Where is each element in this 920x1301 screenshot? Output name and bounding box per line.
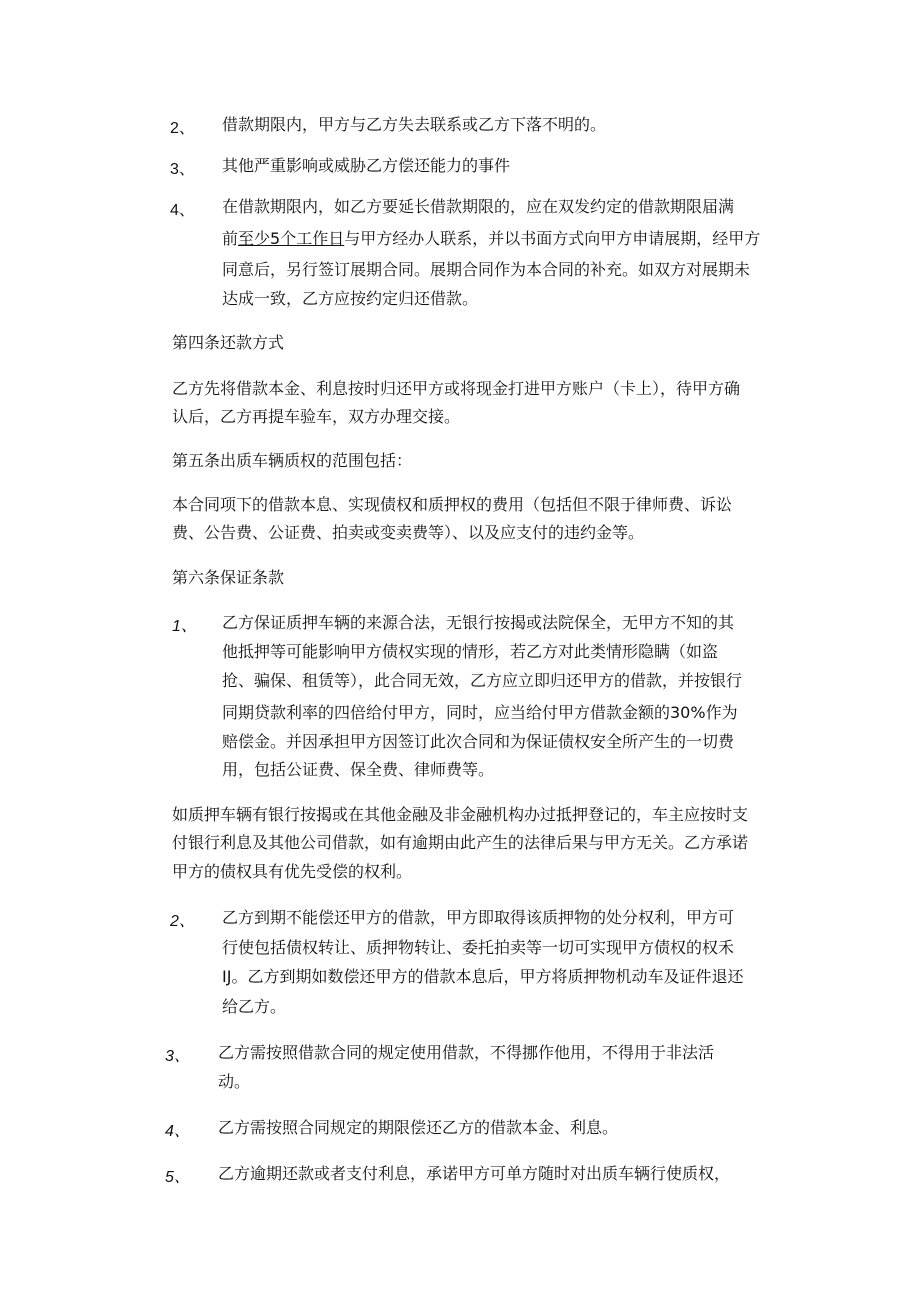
section-heading: 第四条还款方式 bbox=[172, 333, 285, 352]
list-item-number: 1、 bbox=[172, 618, 197, 635]
list-item-text: 乙方需按照合同规定的期限偿还乙方的借款本金、利息。 bbox=[218, 1118, 619, 1137]
list-item-text: 行使包括债权转让、质押物转让、委托拍卖等一切可实现甲方债权的权禾 bbox=[222, 938, 735, 957]
paragraph-line: 如质押车辆有银行按揭或在其他金融及非金融机构办过抵押登记的，车主应按时支 bbox=[172, 805, 749, 824]
underlined-term: 至少5个工作日 bbox=[238, 229, 345, 248]
list-item-text: 给乙方。 bbox=[222, 997, 287, 1016]
list-item-text: 乙方保证质押车辆的来源合法，无银行按揭或法院保全，无甲方不知的其 bbox=[222, 613, 735, 632]
list-item-text: 其他严重影响或威胁乙方偿还能力的事件 bbox=[222, 156, 511, 175]
list-item-number: 3、 bbox=[165, 1048, 190, 1065]
paragraph-line: 费、公告费、公证费、拍卖或变卖费等）、以及应支付的违约金等。 bbox=[172, 523, 645, 542]
list-item-number: 5、 bbox=[165, 1169, 190, 1186]
list-item-text: 同期贷款利率的四倍给付甲方，同时，应当给付甲方借款金额的30%作为 bbox=[222, 703, 738, 722]
list-item-text: 同意后，另行签订展期合同。展期合同作为本合同的补充。如双方对展期未 bbox=[222, 260, 751, 279]
list-item-text: IJ。乙方到期如数偿还甲方的借款本息后，甲方将质押物机动车及证件退还 bbox=[222, 967, 744, 986]
list-item-text: 达成一致，乙方应按约定归还借款。 bbox=[222, 289, 479, 308]
list-item-text: 他抵押等可能影响甲方债权实现的情形，若乙方对此类情形隐瞒（如盗 bbox=[222, 642, 719, 661]
list-item-text: 借款期限内，甲方与乙方失去联系或乙方下落不明的。 bbox=[222, 115, 607, 134]
list-item-number: 2、 bbox=[170, 913, 195, 930]
list-item-text: 赔偿金。并因承担甲方因签订此次合同和为保证债权安全所产生的一切费 bbox=[222, 732, 735, 751]
list-item-text: 乙方需按照借款合同的规定使用借款，不得挪作他用，不得用于非法活 bbox=[218, 1043, 715, 1062]
paragraph-line: 甲方的债权具有优先受偿的权利。 bbox=[172, 862, 413, 881]
list-item-text: 抢、骗保、租赁等），此合同无效，乙方应立即归还甲方的借款，并按银行 bbox=[222, 671, 743, 690]
list-item-number: 4、 bbox=[165, 1123, 190, 1140]
paragraph-line: 认后，乙方再提车验车，双方办理交接。 bbox=[172, 407, 461, 426]
list-item-text: 动。 bbox=[218, 1072, 251, 1091]
list-item-text: 乙方逾期还款或者支付利息，承诺甲方可单方随时对出质车辆行使质权， bbox=[218, 1164, 731, 1183]
paragraph-line: 付银行利息及其他公司借款，如有逾期由此产生的法律后果与甲方无关。乙方承诺 bbox=[172, 833, 749, 852]
list-item-number: 4、 bbox=[170, 202, 195, 219]
paragraph-line: 乙方先将借款本金、利息按时归还甲方或将现金打进甲方账户（卡上），待甲方确 bbox=[172, 379, 741, 398]
list-item-text: 乙方到期不能偿还甲方的借款，甲方即取得该质押物的处分权利，甲方可 bbox=[222, 908, 735, 927]
section-heading: 第五条出质车辆质权的范围包括： bbox=[172, 451, 413, 470]
list-item-text: 在借款期限内，如乙方要延长借款期限的，应在双发约定的借款期限届满 bbox=[222, 197, 735, 216]
list-item-text: 用，包括公证费、保全费、律师费等。 bbox=[222, 760, 495, 779]
section-heading: 第六条保证条款 bbox=[172, 568, 285, 587]
list-item-text: 前至少5个工作日与甲方经办人联系，并以书面方式向甲方申请展期，经甲方 bbox=[222, 229, 761, 248]
paragraph-line: 本合同项下的借款本息、实现债权和质押权的费用（包括但不限于律师费、诉讼 bbox=[172, 495, 733, 514]
list-item-number: 3、 bbox=[170, 161, 195, 178]
list-item-number: 2、 bbox=[170, 120, 195, 137]
